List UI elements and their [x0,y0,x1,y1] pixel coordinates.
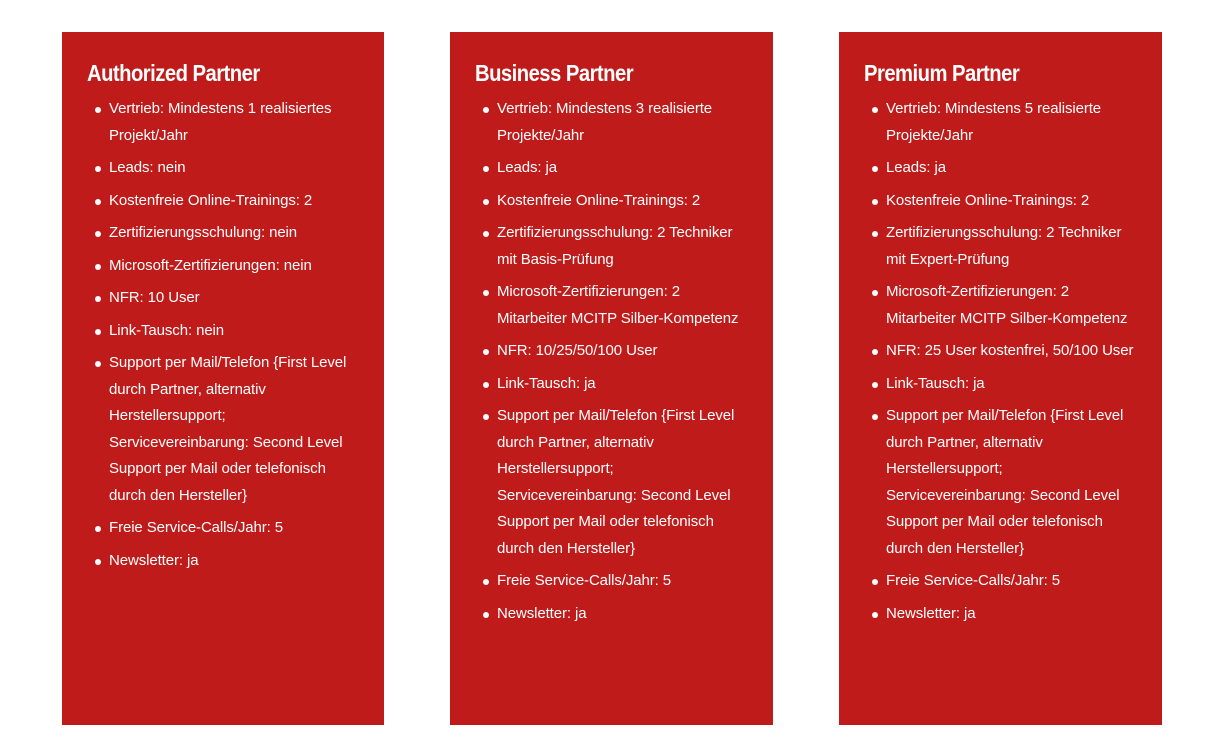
feature-list [864,96,1142,627]
feature-support: Support per Mail/Telefon {First Level durch Partner, alternativ Herstellersupport; Servicevereinbarung: Second Level Support per Mail oder telefonisch durch den Hersteller} [109,350,364,509]
feature-online-trainings: Kostenfreie Online-Trainings: 2 [497,188,753,215]
feature-support: Support per Mail/Telefon {First Level durch Partner, alternativ Herstellersupport; Servicevereinbarung: Second Level Support per Mail oder telefonisch durch den Hersteller} [886,403,1142,562]
card-authorized-partner [62,32,384,725]
feature-list [475,96,753,627]
feature-nfr: NFR: 25 User kostenfrei, 50/100 User [886,338,1142,365]
feature-certification-training: Zertifizierungsschulung: 2 Techniker mit Expert-Prüfung [886,220,1142,273]
feature-leads: Leads: ja [886,155,1142,182]
feature-microsoft-certifications: Microsoft-Zertifizierungen: 2 Mitarbeiter MCITP Silber-Kompetenz [497,279,753,332]
card-business-partner [450,32,773,725]
feature-service-calls: Freie Service-Calls/Jahr: 5 [497,568,753,595]
feature-link-exchange: Link-Tausch: ja [497,371,753,398]
feature-leads: Leads: ja [497,155,753,182]
feature-sales: Vertrieb: Mindestens 5 realisierte Projekte/Jahr [886,96,1142,149]
card-title: Authorized Partner [87,60,260,86]
feature-newsletter: Newsletter: ja [109,548,364,575]
card-title: Premium Partner [864,60,1020,86]
feature-online-trainings: Kostenfreie Online-Trainings: 2 [109,188,364,215]
feature-newsletter: Newsletter: ja [497,601,753,628]
feature-microsoft-certifications: Microsoft-Zertifizierungen: nein [109,253,364,280]
feature-leads: Leads: nein [109,155,364,182]
feature-certification-training: Zertifizierungsschulung: 2 Techniker mit Basis-Prüfung [497,220,753,273]
feature-list [87,96,364,574]
feature-nfr: NFR: 10 User [109,285,364,312]
feature-service-calls: Freie Service-Calls/Jahr: 5 [109,515,364,542]
feature-link-exchange: Link-Tausch: nein [109,318,364,345]
feature-certification-training: Zertifizierungsschulung: nein [109,220,364,247]
feature-link-exchange: Link-Tausch: ja [886,371,1142,398]
feature-microsoft-certifications: Microsoft-Zertifizierungen: 2 Mitarbeiter MCITP Silber-Kompetenz [886,279,1142,332]
feature-sales: Vertrieb: Mindestens 3 realisierte Projekte/Jahr [497,96,753,149]
card-premium-partner [839,32,1162,725]
feature-sales: Vertrieb: Mindestens 1 realisiertes Projekt/Jahr [109,96,364,149]
feature-newsletter: Newsletter: ja [886,601,1142,628]
feature-nfr: NFR: 10/25/50/100 User [497,338,753,365]
feature-service-calls: Freie Service-Calls/Jahr: 5 [886,568,1142,595]
card-title: Business Partner [475,60,634,86]
feature-online-trainings: Kostenfreie Online-Trainings: 2 [886,188,1142,215]
feature-support: Support per Mail/Telefon {First Level durch Partner, alternativ Herstellersupport; Servicevereinbarung: Second Level Support per Mail oder telefonisch durch den Hersteller} [497,403,753,562]
